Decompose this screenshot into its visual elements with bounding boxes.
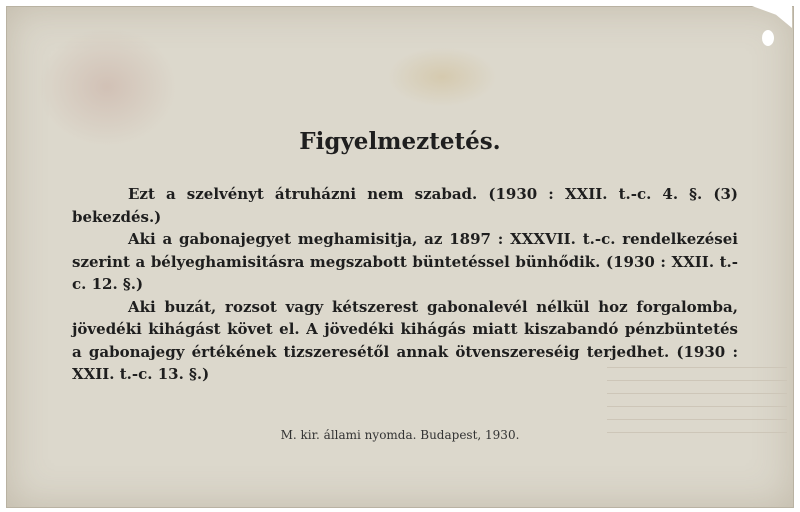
paragraph: Aki buzát, rozsot vagy kétszerest gabonalevél nélkül hoz forgalomba, jövedéki kihágást követ el. A jövedéki kihágás miatt kiszabandó pénzbüntetés a gabonajegy értékének tizszeresétől annak ötvenszereséig terjedhet. (1930 : XXII. t.-c. 13. §.) xyxy=(72,297,738,383)
document-title: Figyelmeztetés. xyxy=(299,128,501,155)
printer-imprint: M. kir. állami nyomda. Budapest, 1930. xyxy=(280,428,520,442)
document-body xyxy=(72,183,738,386)
paper-hole xyxy=(762,30,774,46)
stain xyxy=(387,47,497,107)
paragraph: Aki a gabonajegyet meghamisitja, az 1897 : XXXVII. t.-c. rendelkezései szerint a bélyeghamisitásra megszabott büntetéssel bünhődik. (1930 : XXII. t.-c. 12. §.) xyxy=(72,230,738,293)
paragraph: Ezt a szelvényt átruházni nem szabad. (1930 : XXII. t.-c. 4. §. (3) bekezdés.) xyxy=(72,185,738,226)
